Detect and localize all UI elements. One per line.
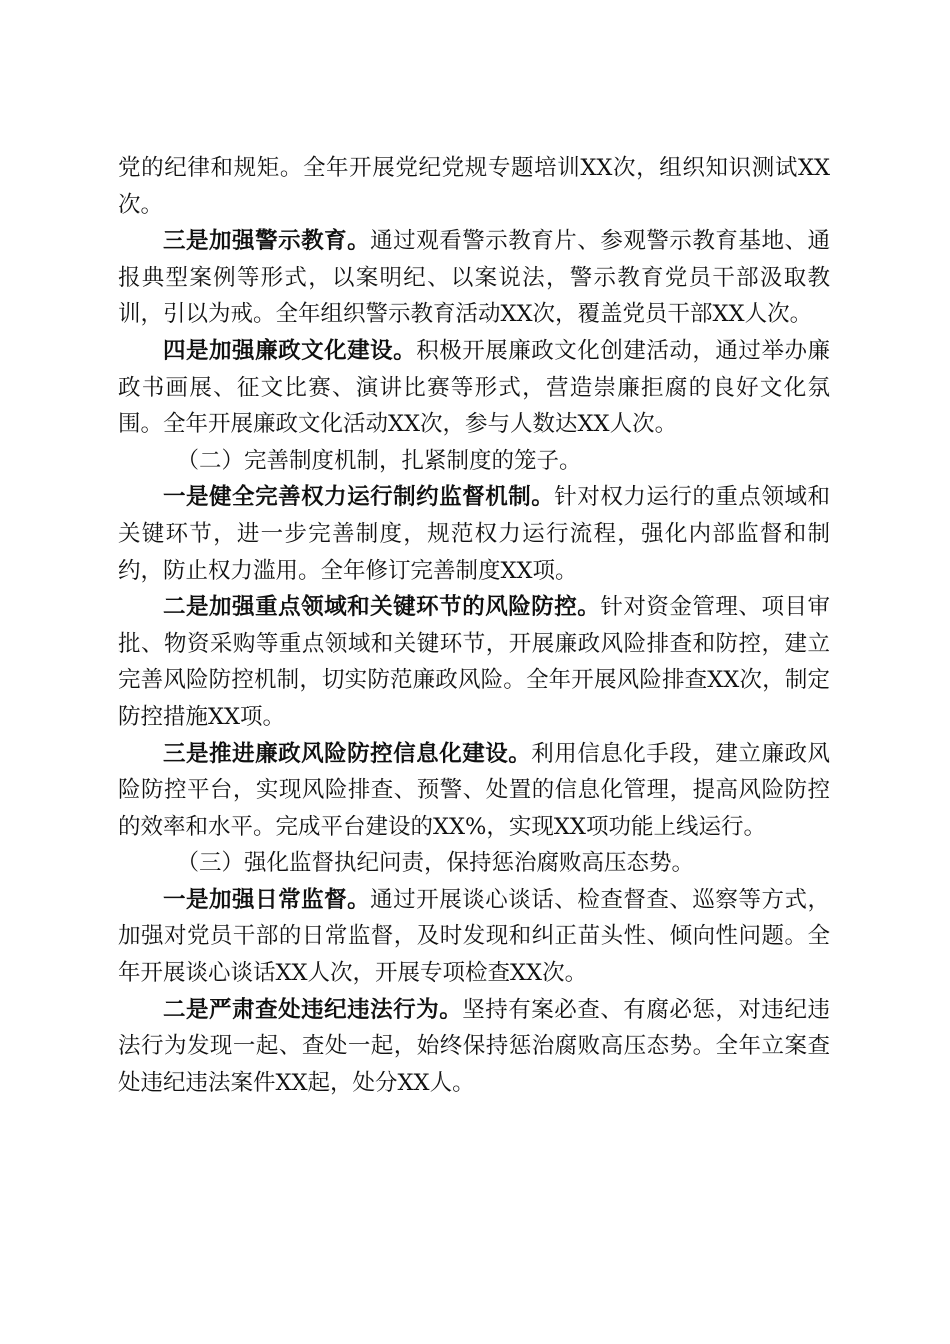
section-heading-3: [118, 845, 830, 882]
paragraph-power-supervision: [118, 479, 830, 589]
paragraph-warning-education: [118, 223, 830, 333]
document-page: [118, 150, 830, 1101]
paragraph-text: 针对权力运行的重点领域和关键环节，进一步完善制度，规范权力运行流程，强化内部监督和制约，防止权力滥用。全年修订完善制度XX项。: [118, 484, 830, 584]
section-heading-text: （三）强化监督执纪问责，保持惩治腐败高压态势。: [176, 850, 695, 877]
paragraph-text: 党的纪律和规矩。全年开展党纪党规专题培训XX次，组织知识测试XX次。: [118, 155, 830, 218]
paragraph-text: 利用信息化手段，建立廉政风险防控平台，实现风险排查、预警、处置的信息化管理，提高风险防控的效率和水平。完成平台建设的XX%，实现XX项功能上线运行。: [118, 740, 830, 840]
paragraph-risk-control: [118, 589, 830, 735]
paragraph-text: 通过开展谈心谈话、检查督查、巡察等方式，加强对党员干部的日常监督，及时发现和纠正苗头性、倾向性问题。全年开展谈心谈话XX人次，开展专项检查XX次。: [118, 886, 830, 987]
paragraph-informatization: [118, 736, 830, 846]
section-heading-2: [118, 443, 830, 480]
paragraph-lead: 三是加强警示教育。: [163, 228, 371, 255]
paragraph-investigation: [118, 992, 830, 1102]
paragraph-text: 针对资金管理、项目审批、物资采购等重点领域和关键环节，开展廉政风险排查和防控，建立完善风险防控机制，切实防范廉政风险。全年开展风险排查XX次，制定防控措施XX项。: [118, 594, 830, 730]
paragraph-lead: 四是加强廉政文化建设。: [163, 337, 417, 364]
paragraph-lead: 一是健全完善权力运行制约监督机制。: [163, 484, 555, 511]
paragraph-integrity-culture: [118, 333, 830, 443]
paragraph-text: 积极开展廉政文化创建活动，通过举办廉政书画展、征文比赛、演讲比赛等形式，营造崇廉拒腐的良好文化氛围。全年开展廉政文化活动XX次，参与人数达XX人次。: [118, 337, 830, 438]
paragraph-text: 坚持有案必查、有腐必惩，对违纪违法行为发现一起、查处一起，始终保持惩治腐败高压态势。全年立案查处违纪违法案件XX起，处分XX人。: [118, 996, 830, 1096]
paragraph-lead: 一是加强日常监督。: [163, 886, 371, 913]
paragraph-lead: 三是推进廉政风险防控信息化建设。: [163, 740, 532, 767]
paragraph-lead: 二是加强重点领域和关键环节的风险防控。: [163, 594, 601, 621]
paragraph-daily-supervision: [118, 882, 830, 992]
section-heading-text: （二）完善制度机制，扎紧制度的笼子。: [176, 447, 582, 474]
paragraph-continuation: [118, 150, 830, 223]
paragraph-text: 通过观看警示教育片、参观警示教育基地、通报典型案例等形式，以案明纪、以案说法，警示教育党员干部汲取教训，引以为戒。全年组织警示教育活动XX次，覆盖党员干部XX人次。: [118, 228, 830, 328]
paragraph-lead: 二是严肃查处违纪违法行为。: [163, 996, 463, 1023]
